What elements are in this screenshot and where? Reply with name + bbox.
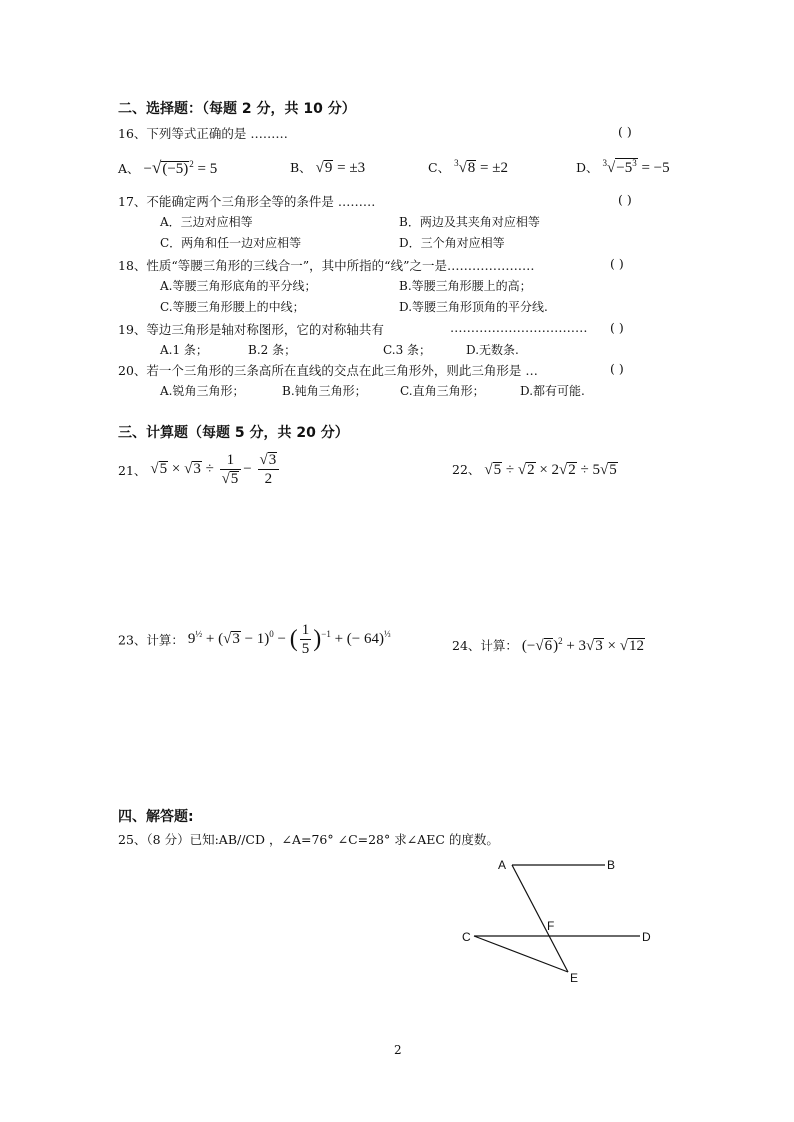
line-ae [512, 865, 568, 972]
label-b: B [607, 858, 616, 872]
q16-option-c: C、 $^3$√8 = ±2 [428, 158, 508, 176]
label-d: D [642, 930, 651, 944]
q16-option-b: B、 √9 = ±3 [290, 160, 366, 176]
q24: 24、计算： $(-√6)^2 + 3√3 \times √12$ [452, 636, 644, 654]
q18-stem: 18、性质“等腰三角形的三线合一”，其中所指的“线”之一是………………… [118, 258, 535, 273]
q19-option-d: D.无数条. [466, 343, 519, 357]
q18-option-a: A.等腰三角形底角的平分线； [160, 279, 317, 293]
q16-stem: 16、下列等式正确的是 ……… [118, 126, 288, 141]
q23-formula: $9^{\frac{1}{2}} + (√3 - 1)^0$ − ( $\frac{1}{5}$ )$^{-1}$ + (− 64)$^{\frac{1}{3}}$ [187, 622, 391, 657]
label-a: A [498, 858, 507, 872]
label-e: E [570, 971, 579, 985]
section-3-title: 三、计算题（每题 5 分，共 20 分） [118, 425, 349, 441]
q17-stem: 17、不能确定两个三角形全等的条件是 ……… [118, 194, 376, 209]
q16-option-a-formula: $-√(-5)^2 = 5$ [143, 158, 218, 177]
section-4-title: 四、解答题: [118, 809, 194, 825]
line-ce [474, 936, 568, 972]
q17-option-c: C．两角和任一边对应相等 [160, 236, 302, 250]
q16-option-d-formula: $^3√-5^3 = -5$ [602, 158, 670, 176]
q19-option-c: C.3 条； [383, 343, 432, 357]
q24-formula: $(-√6)^2 + 3√3 \times √12$ [521, 636, 644, 654]
q18-answer-paren: ( ) [610, 256, 624, 271]
q17-answer-paren: ( ) [618, 192, 632, 207]
q16-option-c-formula: $^3$√8 = ±2 [454, 158, 508, 176]
q16-option-a: A、 $-√(-5)^2 = 5$ [118, 158, 218, 177]
q18-option-b: B.等腰三角形腰上的高； [399, 279, 532, 293]
q17-option-d: D．三个角对应相等 [399, 236, 505, 250]
q20-option-d: D.都有可能. [520, 384, 585, 398]
q25-stem: 25、（8 分）已知:AB//CD ，∠A=76° ∠C=28° 求∠AEC 的度数。 [118, 832, 499, 847]
q19-dots: …………………………… [450, 320, 588, 335]
q19-option-a: A.1 条； [160, 343, 208, 357]
q19-answer-paren: ( ) [610, 320, 624, 335]
section-2-title: 二、选择题：（每题 2 分，共 10 分） [118, 101, 356, 117]
q19-option-b: B.2 条； [248, 343, 297, 357]
q16-option-b-formula: √9 = ±3 [315, 160, 366, 176]
q21-formula: √5 × √3 ÷ $\frac{1}{√5}$ − $\frac{√3}{2}$ [150, 461, 281, 477]
q18-option-c: C.等腰三角形腰上的中线； [160, 300, 305, 314]
q22: 22、 √5 ÷ √2 × 2√2 ÷ 5√5 [452, 462, 617, 478]
q20-option-a: A.锐角三角形； [160, 384, 245, 398]
q21: 21、 √5 × √3 ÷ $\frac{1}{√5}$ − $\frac{√3}{2}$ [118, 452, 281, 488]
q22-formula: √5 ÷ √2 × 2√2 ÷ 5√5 [484, 462, 617, 478]
q20-stem: 20、若一个三角形的三条高所在直线的交点在此三角形外，则此三角形是 … [118, 363, 538, 378]
q17-option-b: B．两边及其夹角对应相等 [399, 215, 540, 229]
q16-answer-paren: ( ) [618, 124, 632, 139]
q25-geometry-figure [450, 850, 670, 990]
label-f: F [547, 919, 555, 933]
q17-option-a: A．三边对应相等 [160, 215, 253, 229]
label-c: C [462, 930, 471, 944]
q20-option-c: C.直角三角形； [400, 384, 485, 398]
q20-option-b: B.钝角三角形； [282, 384, 367, 398]
q16-option-d: D、 $^3√-5^3 = -5$ [576, 158, 670, 176]
q23: 23、计算： $9^{\frac{1}{2}} + (√3 - 1)^0$ − ( $\frac{1}{5}$ )$^{-1}$ + (− 64)$^{\frac{1}{3}}$ [118, 622, 391, 657]
q18-option-d: D.等腰三角形顶角的平分线. [399, 300, 548, 314]
page-number: 2 [394, 1043, 402, 1057]
q20-answer-paren: ( ) [610, 361, 624, 376]
q19-stem: 19、等边三角形是轴对称图形，它的对称轴共有 [118, 322, 384, 337]
